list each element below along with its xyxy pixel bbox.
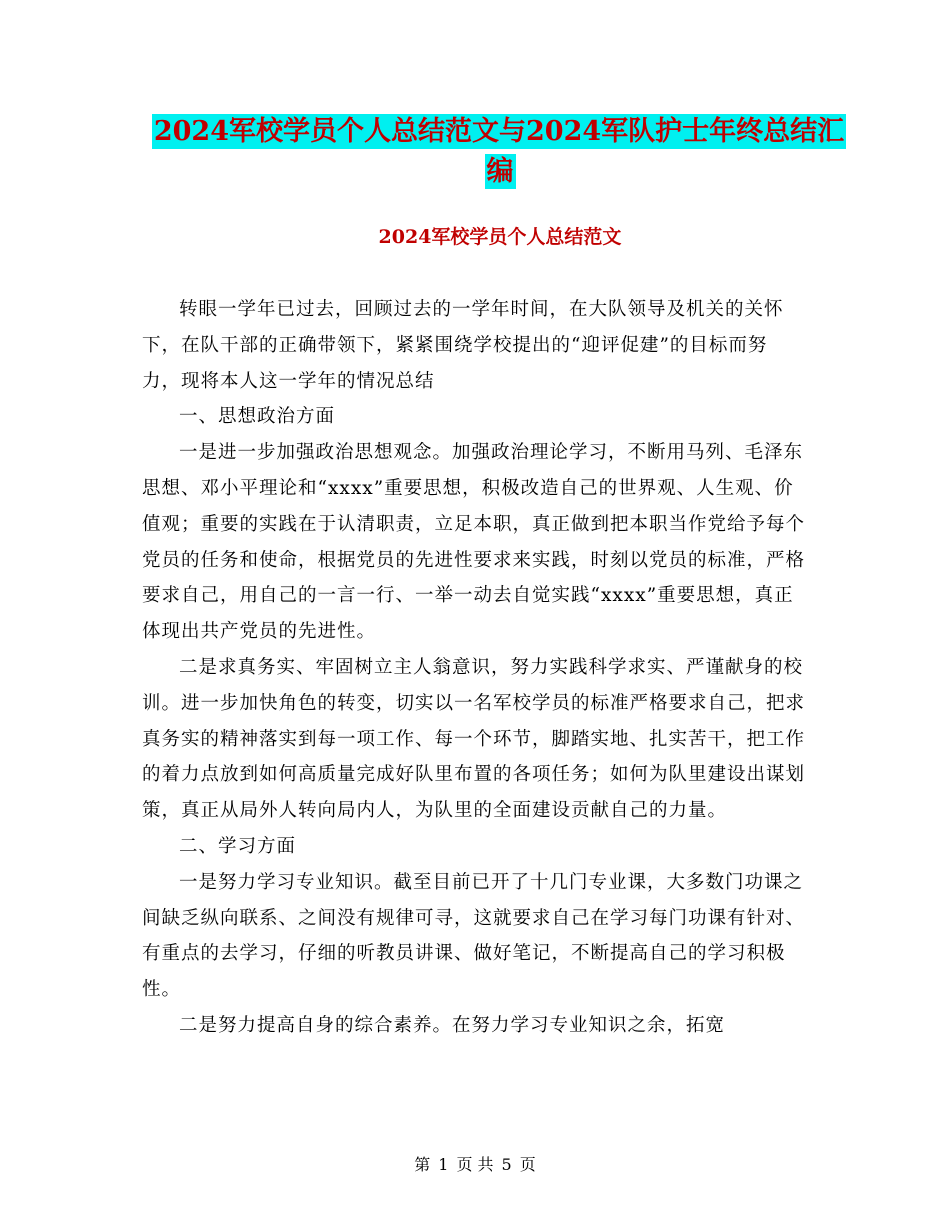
paragraph-ideology-2: 二是求真务实、牢固树立主人翁意识，努力实践科学求实、严谨献身的校训。进一步加快角色的转变，切实以一名军校学员的标准严格要求自己，把求真务实的精神落实到每一项工作、每一个环节，脚踏实地、扎实苦干，把工作的着力点放到如何高质量完成好队里布置的各项任务；如何为队里建设出谋划策，真正从局外人转向局内人，为队里的全面建设贡献自己的力量。 — [142, 656, 806, 822]
section-title: 2024军校学员个人总结范文 — [378, 226, 622, 248]
page-total: 5 — [501, 1155, 512, 1174]
document-title — [140, 112, 860, 192]
heading-ideology: 一、思想政治方面 — [179, 406, 336, 428]
document-title-text: 2024军校学员个人总结范文与2024军队护士年终总结汇编 — [153, 116, 845, 187]
document-body — [142, 292, 806, 1044]
page-current: 1 — [438, 1155, 449, 1174]
paragraph-study-1: 一是努力学习专业知识。截至目前已开了十几门专业课，大多数门功课之间缺乏纵向联系、之间没有规律可寻，这就要求自己在学习每门功课有针对、有重点的去学习，仔细的听教员讲课、做好笔记，不断提高自己的学习积极性。 — [142, 871, 806, 1001]
heading-study: 二、学习方面 — [179, 835, 297, 857]
page-label-prefix: 第 — [414, 1155, 431, 1174]
page-footer — [0, 1154, 950, 1176]
page-label-mid: 页 共 — [456, 1155, 494, 1174]
page-label-suffix: 页 — [519, 1155, 536, 1174]
paragraph-study-2: 二是努力提高自身的综合素养。在努力学习专业知识之余，拓宽 — [179, 1014, 726, 1036]
paragraph-intro: 转眼一学年已过去，回顾过去的一学年时间，在大队领导及机关的关怀下，在队干部的正确带领下，紧紧围绕学校提出的“迎评促建”的目标而努力，现将本人这一学年的情况总结 — [142, 299, 784, 392]
paragraph-ideology-1: 一是进一步加强政治思想观念。加强政治理论学习，不断用马列、毛泽东思想、邓小平理论和“xxxx”重要思想，积极改造自己的世界观、人生观、价值观；重要的实践在于认清职责，立足本职，真正做到把本职当作党给予每个党员的任务和使命，根据党员的先进性要求来实践，时刻以党员的标准，严格要求自己，用自己的一言一行、一举一动去自觉实践“xxxx”重要思想，真正体现出共产党员的先进性。 — [142, 442, 806, 643]
